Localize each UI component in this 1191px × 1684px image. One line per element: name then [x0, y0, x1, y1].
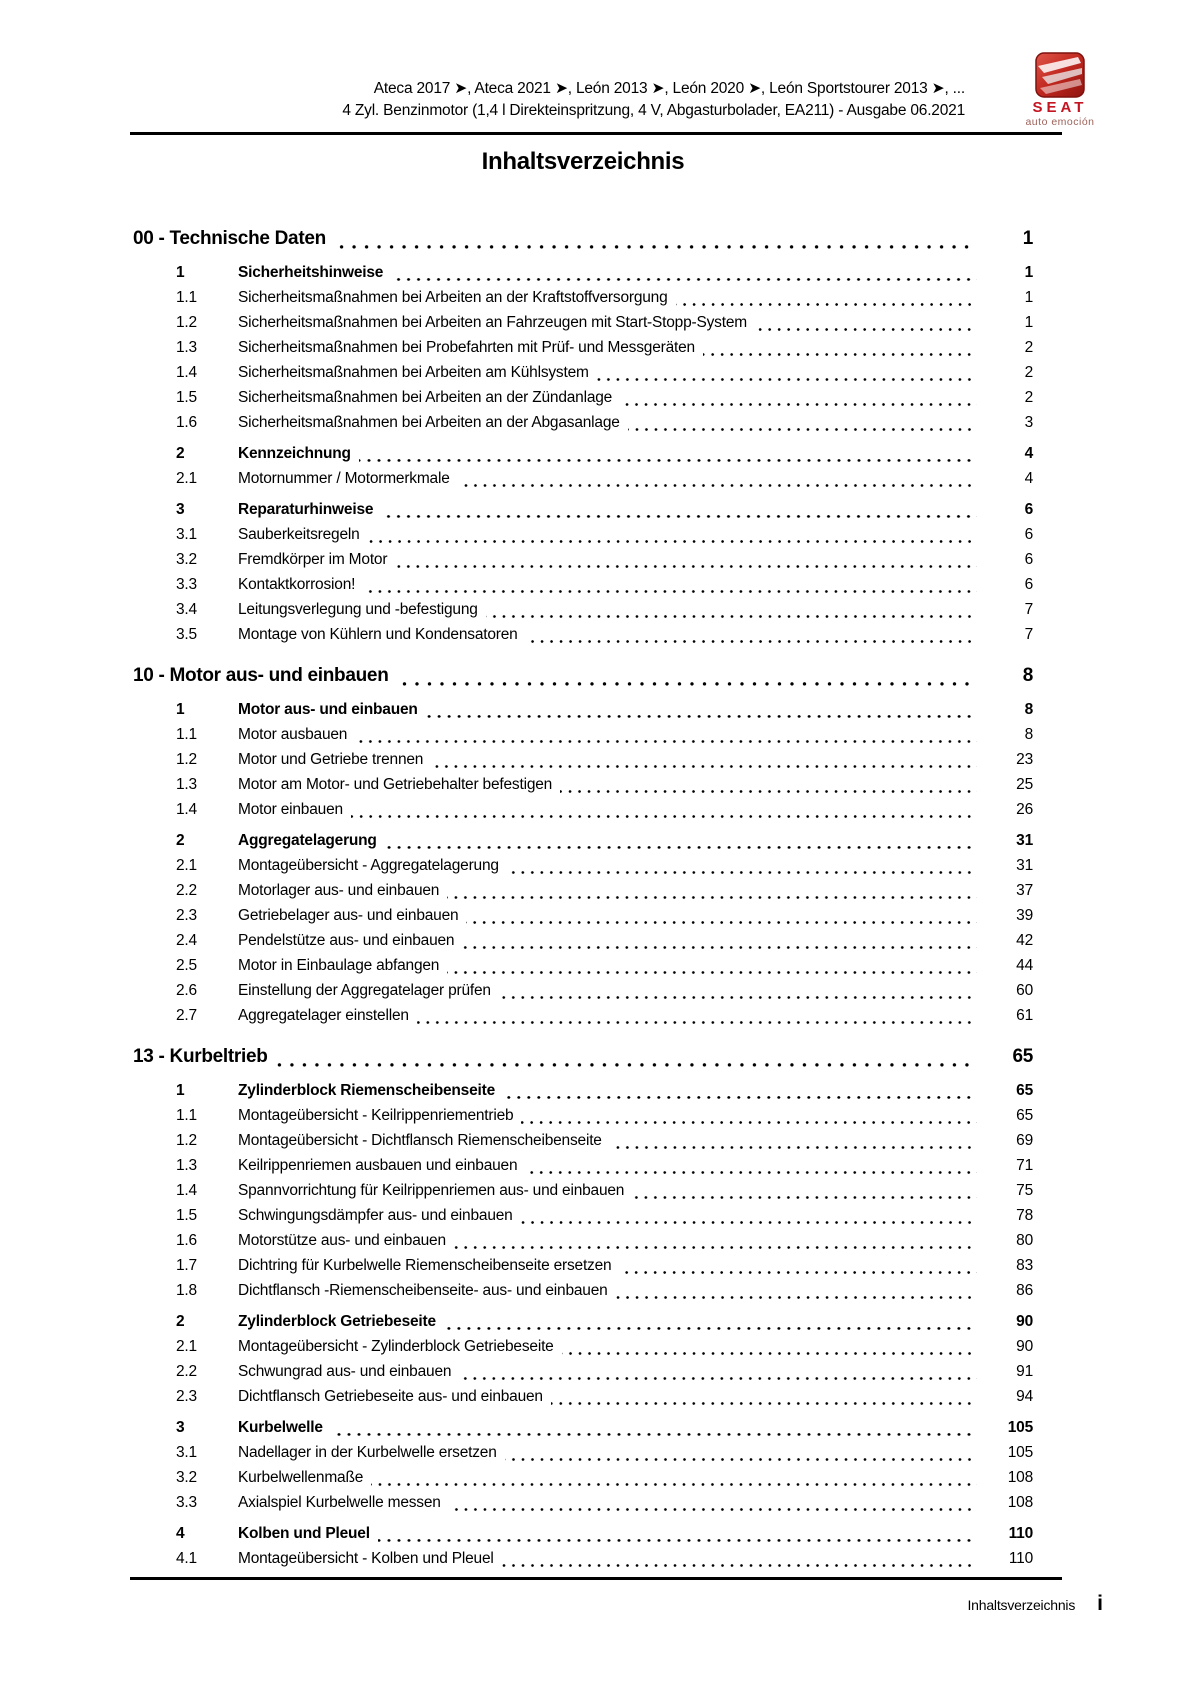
- toc-entry-title: Sicherheitshinweise: [238, 264, 384, 281]
- toc-chapter-page: 1: [1022, 228, 1033, 249]
- toc-entry-row: [133, 953, 1033, 978]
- toc-entry-page: 8: [1024, 701, 1033, 718]
- toc-entry-number: 1.4: [176, 364, 197, 381]
- dot-leader: [499, 996, 977, 999]
- toc-entry-number: 2: [176, 445, 185, 462]
- toc-entry-number: 3.1: [176, 526, 197, 543]
- toc-entry-number: 2.2: [176, 1363, 197, 1380]
- toc-entry-number: 1.4: [176, 801, 197, 818]
- toc-entry-title: Kolben und Pleuel: [238, 1525, 370, 1542]
- toc-chapter-page: 8: [1022, 665, 1033, 686]
- toc-entry-number: 3.4: [176, 601, 197, 618]
- toc-entry-row: [133, 622, 1033, 647]
- toc-entry-number: 1.3: [176, 776, 197, 793]
- toc-entry-page: 86: [1016, 1282, 1033, 1299]
- toc-entry-title: Sicherheitsmaßnahmen bei Arbeiten an Fahrzeugen mit Start-Stopp-System: [238, 314, 747, 331]
- toc-entry-title: Montageübersicht - Keilrippenriementrieb: [238, 1107, 514, 1124]
- toc-entry-page: 91: [1016, 1363, 1033, 1380]
- toc-entry-title: Dichtflansch Getriebeseite aus- und einbauen: [238, 1388, 543, 1405]
- toc-entry-number: 1.5: [176, 389, 197, 406]
- toc-entry-page: 83: [1016, 1257, 1033, 1274]
- toc-entry-number: 2.1: [176, 857, 197, 874]
- header-divider: [130, 132, 1062, 135]
- toc-entry-number: 1.3: [176, 1157, 197, 1174]
- dot-leader: [503, 1096, 977, 1100]
- toc-entry-number: 1.6: [176, 1232, 197, 1249]
- toc-entry-row: [133, 722, 1033, 747]
- toc-entry-number: 2.3: [176, 1388, 197, 1405]
- dot-leader: [395, 565, 977, 568]
- toc-entry-number: 1.3: [176, 339, 197, 356]
- toc-entry-number: 3.3: [176, 1494, 197, 1511]
- toc-entry-row: [133, 1440, 1033, 1465]
- toc-entry-row: [133, 466, 1033, 491]
- toc-entry-title: Motor am Motor- und Getriebehalter befestigen: [238, 776, 553, 793]
- dot-leader: [628, 428, 977, 431]
- toc-entry-title: Kennzeichnung: [238, 445, 351, 462]
- footer-divider: [130, 1577, 1062, 1580]
- toc-entry-title: Sicherheitsmaßnahmen bei Arbeiten an der Zündanlage: [238, 389, 613, 406]
- toc-entry-number: 1.5: [176, 1207, 197, 1224]
- dot-leader: [507, 871, 977, 874]
- dot-leader: [521, 1221, 977, 1224]
- toc-entry-page: 71: [1016, 1157, 1033, 1174]
- toc-entry-row: [133, 978, 1033, 1003]
- dot-leader: [458, 484, 977, 487]
- toc-entry-row: [133, 1384, 1033, 1409]
- toc-entry-number: 3.1: [176, 1444, 197, 1461]
- header-engine-line: 4 Zyl. Benzinmotor (1,4 l Direkteinspritzung, 4 V, Abgasturbolader, EA211) - Ausgabe 06.2021: [342, 102, 965, 119]
- dot-leader: [632, 1196, 977, 1199]
- dot-leader: [676, 303, 977, 306]
- toc-entry-page: 1: [1024, 264, 1033, 281]
- dot-leader: [562, 1352, 977, 1355]
- toc-entry-title: Kurbelwelle: [238, 1419, 323, 1436]
- dot-leader: [597, 378, 977, 381]
- toc-entry-title: Motor ausbauen: [238, 726, 348, 743]
- toc-entry-row: [133, 597, 1033, 622]
- toc-entry-row: [133, 1253, 1033, 1278]
- dot-leader: [502, 1564, 977, 1567]
- toc-entry-row: [133, 797, 1033, 822]
- toc-entry-number: 2: [176, 832, 185, 849]
- toc-entry-number: 2.5: [176, 957, 197, 974]
- toc-entry-title: Motor einbauen: [238, 801, 343, 818]
- dot-leader: [351, 815, 977, 818]
- toc-entry-title: Sicherheitsmaßnahmen bei Arbeiten am Kühlsystem: [238, 364, 589, 381]
- toc-entry-title: Axialspiel Kurbelwelle messen: [238, 1494, 441, 1511]
- toc-entry-title: Kontaktkorrosion!: [238, 576, 356, 593]
- page-footer: [967, 1592, 1103, 1616]
- toc-entry-row: [133, 1178, 1033, 1203]
- toc-entry-row: [133, 522, 1033, 547]
- toc-entry-row: [133, 1228, 1033, 1253]
- toc-entry-row: [133, 1334, 1033, 1359]
- toc-entry-number: 1.2: [176, 1132, 197, 1149]
- dot-leader: [417, 1021, 977, 1024]
- toc-entry-page: 39: [1016, 907, 1033, 924]
- toc-entry-page: 105: [1007, 1419, 1033, 1436]
- toc-entry-row: [133, 1153, 1033, 1178]
- toc-entry-page: 65: [1016, 1107, 1033, 1124]
- toc-entry-row: [133, 853, 1033, 878]
- toc-entry-page: 65: [1016, 1082, 1033, 1099]
- toc-entry-number: 1.2: [176, 751, 197, 768]
- toc-entry-row: [133, 1203, 1033, 1228]
- toc-entry-title: Motor und Getriebe trennen: [238, 751, 424, 768]
- toc-entry-row: [133, 1103, 1033, 1128]
- toc-entry-title: Reparaturhinweise: [238, 501, 374, 518]
- toc-entry-title: Fremdkörper im Motor: [238, 551, 388, 568]
- dot-leader: [355, 740, 977, 743]
- toc-entry-title: Schwungrad aus- und einbauen: [238, 1363, 452, 1380]
- toc-entry-title: Zylinderblock Riemenscheibenseite: [238, 1082, 495, 1099]
- toc-entry-page: 105: [1007, 1444, 1033, 1461]
- toc-entry-title: Montageübersicht - Kolben und Pleuel: [238, 1550, 494, 1567]
- toc-entry-row: [133, 878, 1033, 903]
- dot-leader: [703, 353, 977, 356]
- dot-leader: [381, 515, 977, 519]
- table-of-contents: [133, 210, 1033, 1571]
- toc-entry-title: Getriebelager aus- und einbauen: [238, 907, 459, 924]
- dot-leader: [525, 1171, 977, 1174]
- toc-entry-row: [133, 285, 1033, 310]
- dot-leader: [447, 896, 977, 899]
- toc-entry-row: [133, 360, 1033, 385]
- dot-leader: [505, 1458, 977, 1461]
- toc-entry-row: [133, 1309, 1033, 1334]
- toc-entry-title: Sicherheitsmaßnahmen bei Probefahrten mit Prüf- und Messgeräten: [238, 339, 695, 356]
- toc-entry-page: 94: [1016, 1388, 1033, 1405]
- toc-entry-page: 37: [1016, 882, 1033, 899]
- toc-entry-row: [133, 310, 1033, 335]
- toc-entry-title: Montageübersicht - Dichtflansch Riemenscheibenseite: [238, 1132, 602, 1149]
- toc-entry-page: 108: [1007, 1469, 1033, 1486]
- toc-entry-row: [133, 547, 1033, 572]
- toc-entry-row: [133, 828, 1033, 853]
- toc-entry-title: Schwingungsdämpfer aus- und einbauen: [238, 1207, 513, 1224]
- toc-entry-number: 3.2: [176, 1469, 197, 1486]
- toc-entry-number: 1: [176, 1082, 185, 1099]
- toc-entry-title: Nadellager in der Kurbelwelle ersetzen: [238, 1444, 497, 1461]
- dot-leader: [755, 328, 977, 331]
- toc-entry-row: [133, 1003, 1033, 1028]
- toc-entry-number: 2: [176, 1313, 185, 1330]
- toc-entry-row: [133, 697, 1033, 722]
- dot-leader: [459, 1377, 977, 1380]
- dot-leader: [462, 946, 977, 949]
- toc-entry-row: [133, 1128, 1033, 1153]
- dot-leader: [454, 1246, 977, 1249]
- dot-leader: [449, 1508, 977, 1511]
- seat-logo: [1021, 52, 1099, 128]
- toc-entry-page: 7: [1024, 626, 1033, 643]
- dot-leader: [619, 1271, 977, 1274]
- toc-entry-row: [133, 441, 1033, 466]
- toc-entry-title: Keilrippenriemen ausbauen und einbauen: [238, 1157, 518, 1174]
- dot-leader: [331, 1433, 977, 1437]
- toc-entry-number: 2.1: [176, 470, 197, 487]
- toc-entry-page: 23: [1016, 751, 1033, 768]
- toc-entry-title: Motor in Einbaulage abfangen: [238, 957, 440, 974]
- toc-entry-number: 2.3: [176, 907, 197, 924]
- toc-entry-number: 1.1: [176, 289, 197, 306]
- toc-entry-page: 108: [1007, 1494, 1033, 1511]
- toc-entry-title: Motorstütze aus- und einbauen: [238, 1232, 446, 1249]
- toc-entry-page: 6: [1024, 526, 1033, 543]
- toc-entry-number: 1.1: [176, 1107, 197, 1124]
- dot-leader: [444, 1327, 977, 1331]
- toc-entry-page: 7: [1024, 601, 1033, 618]
- toc-entry-page: 1: [1024, 289, 1033, 306]
- dot-leader: [359, 459, 977, 463]
- seat-tagline: auto emoción: [1025, 116, 1095, 128]
- toc-entry-title: Montageübersicht - Zylinderblock Getriebeseite: [238, 1338, 554, 1355]
- toc-entry-page: 60: [1016, 982, 1033, 999]
- dot-leader: [363, 590, 977, 593]
- toc-entry-row: [133, 410, 1033, 435]
- toc-entry-number: 3: [176, 501, 185, 518]
- toc-entry-number: 1.8: [176, 1282, 197, 1299]
- seat-emblem-icon: [1021, 52, 1099, 98]
- toc-entry-page: 2: [1024, 339, 1033, 356]
- dot-leader: [447, 971, 977, 974]
- toc-entry-row: [133, 260, 1033, 285]
- toc-chapter-label: 00 - Technische Daten: [133, 228, 326, 249]
- toc-entry-title: Aggregatelager einstellen: [238, 1007, 409, 1024]
- toc-entry-title: Sauberkeitsregeln: [238, 526, 360, 543]
- toc-entry-page: 110: [1008, 1525, 1033, 1542]
- toc-entry-page: 75: [1016, 1182, 1033, 1199]
- toc-chapter-row: [133, 661, 1033, 691]
- toc-entry-title: Motor aus- und einbauen: [238, 701, 418, 718]
- toc-entry-number: 3: [176, 1419, 185, 1436]
- toc-entry-title: Leitungsverlegung und -befestigung: [238, 601, 478, 618]
- toc-entry-number: 2.2: [176, 882, 197, 899]
- toc-entry-number: 3.5: [176, 626, 197, 643]
- toc-entry-title: Montageübersicht - Aggregatelagerung: [238, 857, 499, 874]
- toc-entry-row: [133, 772, 1033, 797]
- toc-entry-page: 6: [1024, 501, 1033, 518]
- toc-chapter-row: [133, 224, 1033, 254]
- dot-leader: [431, 765, 977, 768]
- toc-entry-page: 8: [1024, 726, 1033, 743]
- toc-entry-row: [133, 1415, 1033, 1440]
- toc-entry-title: Kurbelwellenmaße: [238, 1469, 364, 1486]
- toc-entry-row: [133, 747, 1033, 772]
- toc-entry-row: [133, 1278, 1033, 1303]
- toc-entry-title: Pendelstütze aus- und einbauen: [238, 932, 455, 949]
- toc-entry-row: [133, 1359, 1033, 1384]
- toc-entry-title: Motornummer / Motormerkmale: [238, 470, 450, 487]
- toc-entry-row: [133, 1546, 1033, 1571]
- toc-chapter-row: [133, 1042, 1033, 1072]
- header-models-line: Ateca 2017 ➤, Ateca 2021 ➤, León 2013 ➤, León 2020 ➤, León Sportstourer 2013 ➤, ...: [373, 80, 965, 97]
- dot-leader: [466, 921, 977, 924]
- toc-entry-number: 2.1: [176, 1338, 197, 1355]
- toc-entry-row: [133, 1465, 1033, 1490]
- toc-entry-page: 1: [1024, 314, 1033, 331]
- dot-leader: [610, 1146, 977, 1149]
- footer-label: Inhaltsverzeichnis: [967, 1597, 1076, 1613]
- toc-entry-number: 1.6: [176, 414, 197, 431]
- toc-entry-page: 25: [1016, 776, 1033, 793]
- page-title: Inhaltsverzeichnis: [481, 148, 685, 175]
- toc-entry-title: Aggregatelagerung: [238, 832, 377, 849]
- toc-entry-title: Sicherheitsmaßnahmen bei Arbeiten an der Kraftstoffversorgung: [238, 289, 668, 306]
- dot-leader: [426, 715, 977, 719]
- toc-entry-number: 1.2: [176, 314, 197, 331]
- toc-entry-number: 1.4: [176, 1182, 197, 1199]
- toc-entry-page: 4: [1024, 445, 1033, 462]
- toc-entry-number: 2.6: [176, 982, 197, 999]
- page-header: [342, 78, 965, 122]
- toc-entry-row: [133, 572, 1033, 597]
- toc-entry-page: 80: [1016, 1232, 1033, 1249]
- toc-entry-page: 4: [1024, 470, 1033, 487]
- toc-entry-row: [133, 385, 1033, 410]
- toc-entry-title: Dichtflansch -Riemenscheibenseite- aus- und einbauen: [238, 1282, 608, 1299]
- toc-entry-page: 6: [1024, 551, 1033, 568]
- toc-entry-title: Motorlager aus- und einbauen: [238, 882, 440, 899]
- toc-entry-page: 26: [1016, 801, 1033, 818]
- toc-entry-page: 31: [1016, 832, 1033, 849]
- toc-entry-page: 2: [1024, 389, 1033, 406]
- footer-page-number: i: [1097, 1592, 1103, 1615]
- toc-entry-title: Dichtring für Kurbelwelle Riemenscheibenseite ersetzen: [238, 1257, 612, 1274]
- dot-leader: [368, 540, 977, 543]
- toc-entry-row: [133, 928, 1033, 953]
- toc-entry-row: [133, 1521, 1033, 1546]
- toc-chapter-label: 13 - Kurbeltrieb: [133, 1046, 268, 1067]
- toc-entry-title: Zylinderblock Getriebeseite: [238, 1313, 436, 1330]
- toc-entry-number: 2.4: [176, 932, 197, 949]
- toc-entry-title: Montage von Kühlern und Kondensatoren: [238, 626, 518, 643]
- toc-entry-row: [133, 1078, 1033, 1103]
- dot-leader: [560, 790, 977, 793]
- dot-leader: [378, 1539, 977, 1543]
- dot-leader: [620, 403, 977, 406]
- toc-entry-page: 78: [1016, 1207, 1033, 1224]
- toc-entry-row: [133, 903, 1033, 928]
- toc-entry-row: [133, 335, 1033, 360]
- toc-entry-number: 1.7: [176, 1257, 197, 1274]
- toc-chapter-label: 10 - Motor aus- und einbauen: [133, 665, 389, 686]
- dot-leader: [616, 1296, 977, 1299]
- toc-entry-page: 6: [1024, 576, 1033, 593]
- toc-entry-row: [133, 1490, 1033, 1515]
- dot-leader: [391, 278, 977, 282]
- toc-entry-page: 61: [1016, 1007, 1033, 1024]
- dot-leader: [397, 682, 977, 686]
- dot-leader: [371, 1483, 977, 1486]
- toc-entry-number: 3.3: [176, 576, 197, 593]
- toc-entry-number: 1: [176, 701, 185, 718]
- toc-entry-number: 1.1: [176, 726, 197, 743]
- dot-leader: [334, 245, 977, 249]
- toc-entry-page: 2: [1024, 364, 1033, 381]
- toc-entry-number: 4: [176, 1525, 185, 1542]
- toc-entry-title: Spannvorrichtung für Keilrippenriemen aus- und einbauen: [238, 1182, 625, 1199]
- dot-leader: [385, 846, 977, 850]
- seat-wordmark: SEAT: [1032, 99, 1088, 116]
- dot-leader: [521, 1121, 977, 1124]
- toc-entry-number: 3.2: [176, 551, 197, 568]
- toc-entry-number: 2.7: [176, 1007, 197, 1024]
- toc-entry-page: 42: [1016, 932, 1033, 949]
- toc-entry-title: Sicherheitsmaßnahmen bei Arbeiten an der Abgasanlage: [238, 414, 620, 431]
- toc-entry-page: 90: [1016, 1313, 1033, 1330]
- dot-leader: [486, 615, 977, 618]
- toc-chapter-page: 65: [1012, 1046, 1033, 1067]
- toc-entry-page: 110: [1008, 1550, 1033, 1567]
- toc-entry-page: 44: [1016, 957, 1033, 974]
- toc-entry-page: 3: [1024, 414, 1033, 431]
- toc-entry-row: [133, 497, 1033, 522]
- toc-entry-page: 69: [1016, 1132, 1033, 1149]
- toc-entry-number: 1: [176, 264, 185, 281]
- toc-entry-page: 90: [1016, 1338, 1033, 1355]
- dot-leader: [551, 1402, 977, 1405]
- dot-leader: [526, 640, 977, 643]
- dot-leader: [276, 1063, 977, 1067]
- toc-entry-page: 31: [1016, 857, 1033, 874]
- toc-entry-number: 4.1: [176, 1550, 197, 1567]
- toc-entry-title: Einstellung der Aggregatelager prüfen: [238, 982, 491, 999]
